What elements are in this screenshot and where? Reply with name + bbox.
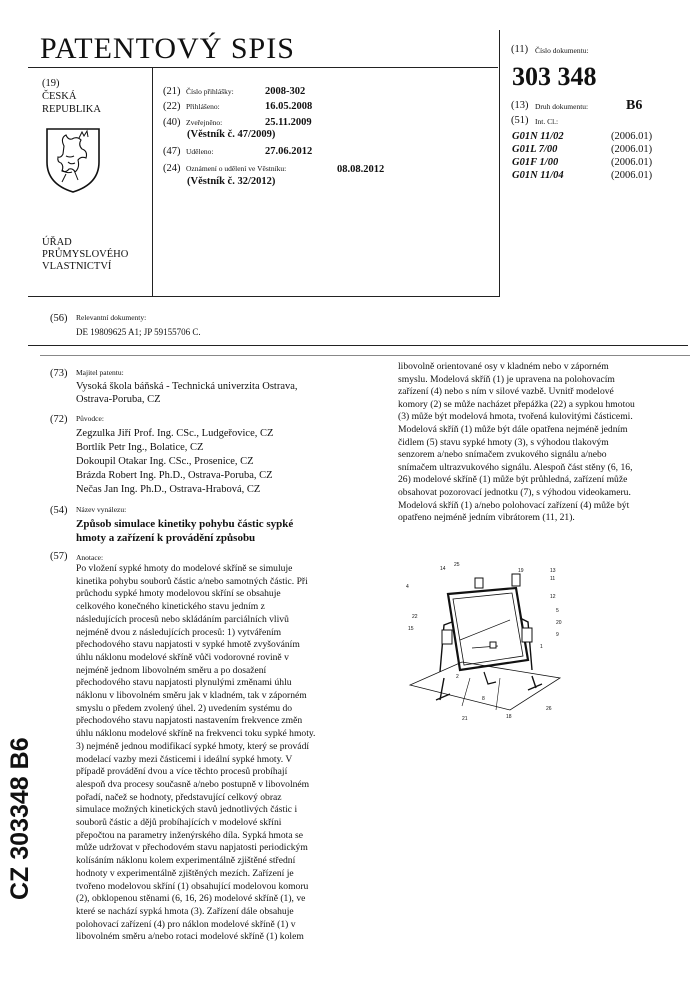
annotation-line: smyslu o předem zvolený úhel. 2) uvedením systému do: [76, 702, 293, 714]
r13-code: (13): [511, 100, 529, 111]
continuation-line: zařízení (4) nebo s ním v silové vazbě. Uvnitř modelové: [398, 386, 614, 398]
annotation-line: přechodového stavu napjatosti plynulými změnami úhlu: [76, 677, 292, 689]
r56-value: DE 19809625 A1; JP 59155706 C.: [76, 327, 201, 337]
annotation-line: nejméně dvou z následujících procesů: 1) vytvářením: [76, 626, 282, 638]
continuation-line: čidlem (5) stavu sypké hmoty (3), s výhodou tlakovým: [398, 436, 609, 448]
country-line1: ČESKÁ: [42, 91, 77, 102]
annotation-line: které se nachází sypká hmota (3). Zařízení dále obsahuje: [76, 905, 294, 917]
annotation-line: přepočtou na parametry inženýrského díla. Sypká hmota se: [76, 829, 303, 841]
r54-label: Název vynálezu:: [76, 505, 127, 514]
r13-label: Druh dokumentu:: [535, 102, 589, 111]
r24-code: (24): [163, 163, 181, 174]
figure-reference-label: 26: [546, 706, 552, 712]
figure-reference-label: 11: [550, 576, 556, 582]
ipc-code-4: G01N 11/04: [512, 170, 564, 181]
continuation-line: Modelová skříň (1) a/nebo polohovací zařízení (4) může být: [398, 499, 630, 511]
annotation-line: celkového konečného kinetického stavu jedním z: [76, 601, 265, 613]
ipc-date-4: (2006.01): [611, 170, 653, 181]
annotation-line: úhlu náklonu modelové skříně na frekvenci toku sypké hmoty.: [76, 728, 316, 740]
annotation-line: souborů částic a dějů probíhajících v modelové skříni: [76, 817, 282, 828]
document-title: PATENTOVÝ SPIS: [40, 32, 295, 65]
r40-label: Zveřejněno:: [186, 118, 223, 127]
r47-value: 27.06.2012: [265, 146, 313, 157]
content-top-rule: [40, 355, 690, 356]
r21-code: (21): [163, 86, 181, 97]
holder-line1: Vysoká škola báňská - Technická univerzita Ostrava,: [76, 381, 298, 392]
r40-code: (40): [163, 117, 181, 128]
annotation-line: úhlu náklonu modelové skříně vůči vodorovné rovině v: [76, 651, 289, 663]
annotation-line: pořadí, načež se hodnoty, představující celkový obraz: [76, 791, 282, 803]
document-kind: B6: [626, 98, 643, 113]
continuation-line: komory (2) se může nacházet přepážka (22) a sypkou hmotou: [398, 398, 635, 410]
header-top-rule: [28, 67, 498, 68]
r73-label: Majitel patentu:: [76, 368, 124, 377]
r56-code: (56): [50, 313, 68, 324]
r40-bulletin: (Věstník č. 47/2009): [187, 129, 276, 140]
annotation-line: přechodového stavu napjatosti nastavením frekvence změn: [76, 715, 303, 727]
ipc-code-2: G01L 7/00: [512, 144, 558, 155]
annotation-line: libovolném směru a/nebo rotaci modelové skříně (1) kolem: [76, 931, 304, 943]
device-figure: [400, 560, 570, 730]
figure-reference-label: 12: [550, 594, 556, 600]
r72-label: Původce:: [76, 414, 104, 423]
r22-code: (22): [163, 101, 181, 112]
r40-value: 25.11.2009: [265, 117, 312, 128]
continuation-line: (3) může být modelová hmota, tvořená kulovitými částicemi.: [398, 411, 633, 423]
figure-reference-label: 5: [556, 608, 559, 614]
figure-reference-label: 22: [412, 614, 418, 620]
code-19: (19): [42, 78, 60, 89]
r21-label: Číslo přihlášky:: [186, 87, 234, 96]
annotation-line: Po vložení sypké hmoty do modelové skříně se simuluje: [76, 563, 293, 574]
annotation-line: přechodového stavu napjatosti v sypké hmotě zvyšováním: [76, 639, 300, 651]
annotation-line: tvořeno modelovou skříní (1) obsahující modelovou komoru: [76, 880, 309, 892]
ipc-code-1: G01N 11/02: [512, 131, 564, 142]
r54-code: (54): [50, 505, 68, 516]
coat-of-arms-icon: [44, 126, 102, 194]
continuation-line: senzorem a/nebo snímačem zvukového signálu a/nebo: [398, 449, 607, 461]
figure-reference-label: 9: [556, 632, 559, 638]
author-1: Zegzulka Jiří Prof. Ing. CSc., Ludgeřovice, CZ: [76, 428, 274, 439]
continuation-line: Modelová skříň (1) může být dále opatřena nejméně jedním: [398, 424, 628, 435]
r11-label: Číslo dokumentu:: [535, 46, 589, 55]
annotation-line: může udržovat v přechodovém stavu napjatosti periodickým: [76, 842, 308, 854]
figure-reference-label: 13: [550, 568, 556, 574]
office-line1: ÚŘAD: [42, 237, 72, 248]
r72-code: (72): [50, 414, 68, 425]
figure-reference-label: 14: [440, 566, 446, 572]
r51-label: Int. Cl.:: [535, 117, 559, 126]
r56-label: Relevantní dokumenty:: [76, 313, 147, 322]
annotation-line: modelací vazby mezi částicemi i ideální sypké hmoty. V: [76, 753, 293, 765]
office-line2: PRŮMYSLOVÉHO: [42, 249, 129, 260]
r24-value: 08.08.2012: [337, 164, 385, 175]
r51-code: (51): [511, 115, 529, 126]
figure-reference-label: 15: [408, 626, 414, 632]
r22-value: 16.05.2008: [265, 101, 313, 112]
r22-label: Přihlášeno:: [186, 102, 220, 111]
annotation-line: kolísáním náklonu kolem experimentálně zjištěné střední: [76, 855, 296, 867]
continuation-line: snímačem ultrazvukového signálu. Alespoň část stěny (6, 16,: [398, 461, 633, 473]
r21-value: 2008-302: [265, 86, 306, 97]
continuation-line: opatřeno nejméně jedním vibrátorem (11, 21).: [398, 512, 575, 524]
r11-code: (11): [511, 44, 529, 55]
author-4: Brázda Robert Ing. Ph.D., Ostrava-Poruba, CZ: [76, 470, 273, 481]
header-bottom-rule: [28, 296, 500, 297]
author-3: Dokoupil Otakar Ing. CSc., Prosenice, CZ: [76, 456, 254, 467]
figure-reference-label: 1: [540, 644, 543, 650]
annotation-line: průchodu sypké hmoty modelovou skříní se obsahuje: [76, 588, 281, 600]
continuation-line: libovolně orientované osy v kladném nebo v záporném: [398, 361, 609, 372]
country-line2: REPUBLIKA: [42, 104, 101, 115]
author-2: Bortlík Petr Ing., Bolatice, CZ: [76, 442, 204, 453]
annotation-line: následujících procesů nebo skládáním parciálních vlivů: [76, 613, 289, 625]
figure-reference-label: 21: [462, 716, 468, 722]
holder-line2: Ostrava-Poruba, CZ: [76, 394, 161, 405]
ipc-code-3: G01F 1/00: [512, 157, 559, 168]
figure-reference-label: 8: [482, 696, 485, 702]
header-divider-left: [152, 67, 153, 296]
continuation-line: 26) modelové skříně (1) může být průhledná, zařízení může: [398, 474, 628, 486]
relevant-bottom-rule: [28, 345, 688, 346]
figure-reference-label: 20: [556, 620, 562, 626]
annotation-line: kinetika pohybu souborů částic a/nebo samotných částic. Při: [76, 575, 308, 587]
annotation-line: nejméně jednom libovolném směru a po dosažení: [76, 664, 267, 676]
figure-reference-label: 2: [456, 674, 459, 680]
continuation-line: obsahovat pozorovací jednotku (7), s výhodou videokameru.: [398, 487, 631, 498]
r24-label: Oznámení o udělení ve Věstníku:: [186, 164, 287, 173]
annotation-line: případě provádění dvou a více těchto procesů probíhají: [76, 766, 288, 778]
annotation-line: 3) nejméně jednou modifikací sypké hmoty, který se provádí: [76, 740, 310, 752]
annotation-line: náklonu v libovolném směru jak v kladném, tak v záporném: [76, 690, 307, 701]
author-5: Nečas Jan Ing. Ph.D., Ostrava-Hrabová, CZ: [76, 484, 261, 495]
r73-code: (73): [50, 368, 68, 379]
annotation-line: (2), obklopenou stěnami (6, 16, 26) modelové skříně (1), ve: [76, 893, 306, 905]
side-document-code: CZ 303348 B6: [6, 737, 34, 900]
figure-reference-label: 19: [518, 568, 524, 574]
ipc-date-3: (2006.01): [611, 157, 653, 168]
figure-reference-label: 18: [506, 714, 512, 720]
figure-reference-label: 25: [454, 562, 460, 568]
document-number: 303 348: [512, 62, 597, 91]
invention-title-line1: Způsob simulace kinetiky pohybu částic sypké: [76, 518, 294, 530]
annotation-line: alespoň dva procesy současně a/nebo postupně v libovolném: [76, 778, 310, 790]
office-line3: VLASTNICTVÍ: [42, 261, 112, 272]
r47-label: Uděleno:: [186, 147, 214, 156]
ipc-date-1: (2006.01): [611, 131, 653, 142]
r57-label: Anotace:: [76, 553, 104, 562]
r47-code: (47): [163, 146, 181, 157]
header-divider-right: [499, 30, 500, 296]
r57-code: (57): [50, 551, 68, 562]
annotation-line: hodnoty v experimentálně zjištěných mezích. Zařízení je: [76, 867, 294, 879]
invention-title-line2: hmoty a zařízení k provádění způsobu: [76, 532, 256, 544]
figure-reference-label: 4: [406, 584, 409, 590]
annotation-line: polohovací zařízení (4) pro náklon modelové skříně (1) v: [76, 918, 296, 930]
r24-bulletin: (Věstník č. 32/2012): [187, 176, 276, 187]
ipc-date-2: (2006.01): [611, 144, 653, 155]
continuation-line: smyslu. Modelová skříň (1) je upravena na polohovacím: [398, 373, 615, 385]
annotation-line: simulace možných kinetických stavů jednotlivých částic i: [76, 804, 298, 816]
